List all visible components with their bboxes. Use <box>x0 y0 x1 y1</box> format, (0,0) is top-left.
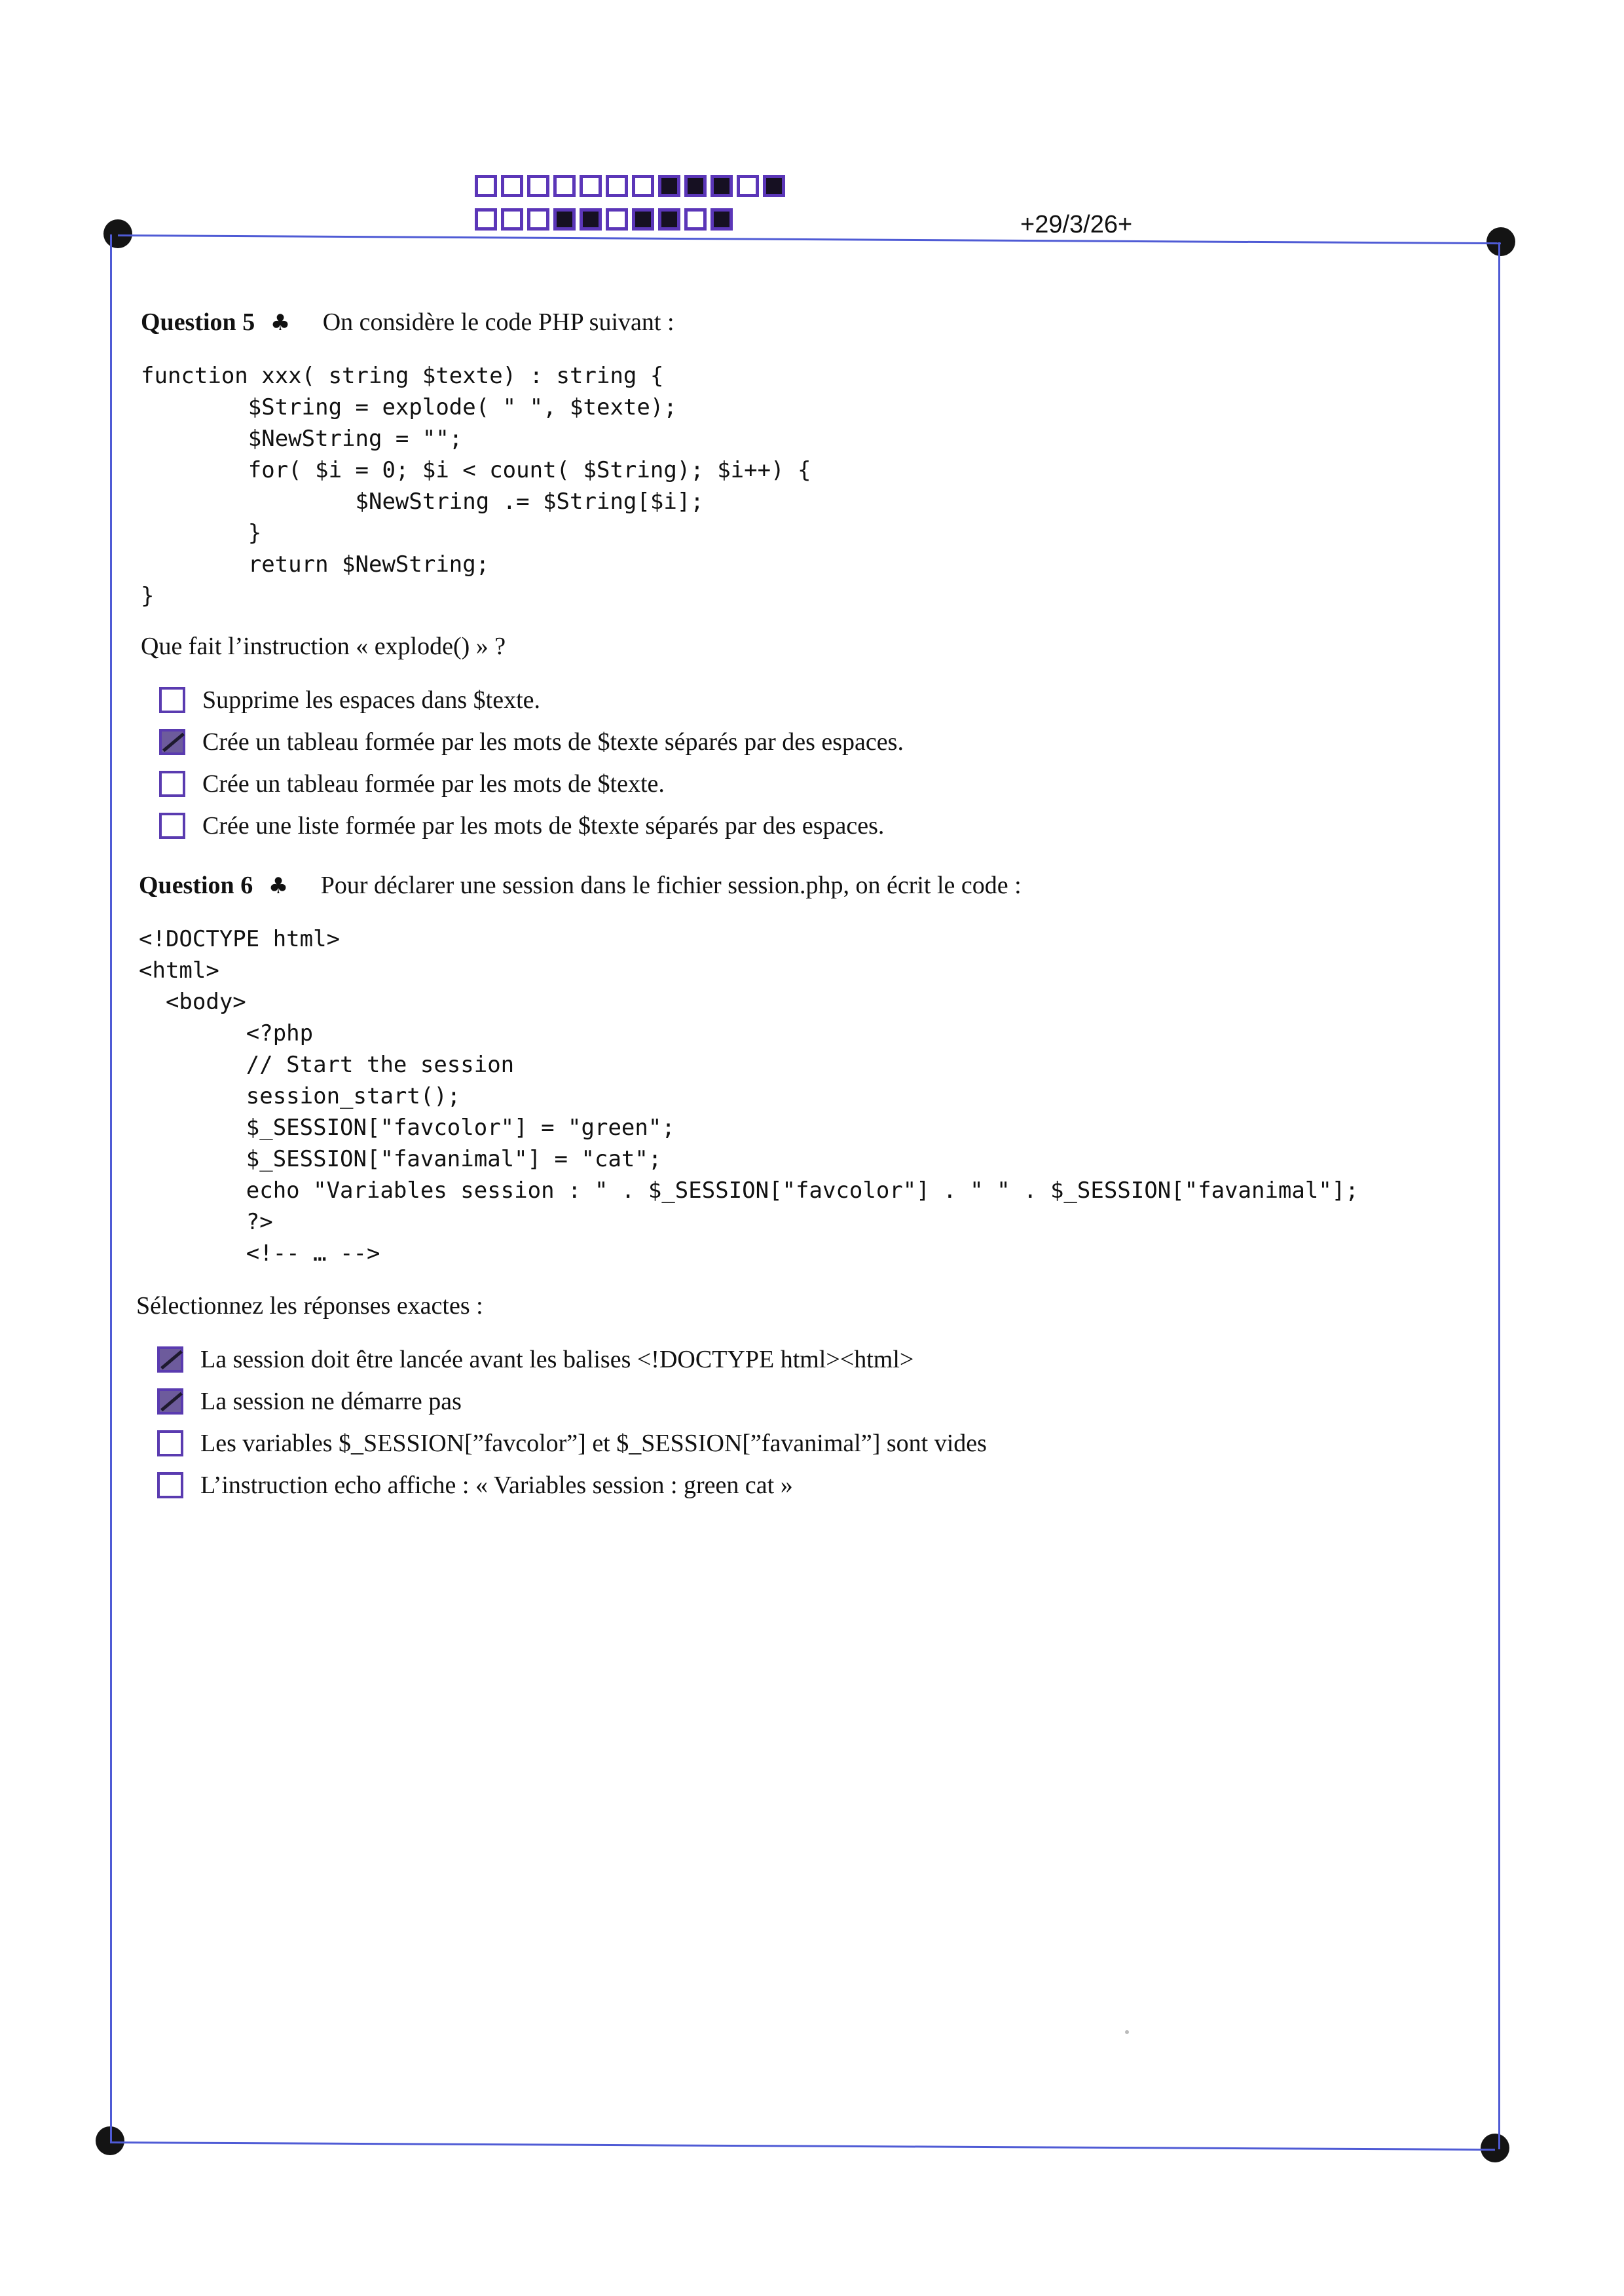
question-6-code: <!DOCTYPE html> <html> <body> <?php // Start the session session_start(); $_SESSION["favcolor"] = "green"; $_SESSION["favanimal"] = "cat"; echo "Variables session : " . $_SESSION["favcolor"] . " " . $_SESSION["favanimal"]; ?> <!-- … --> <box>139 926 1359 1267</box>
question-5-number: Question 5 <box>141 308 255 336</box>
barcode-cell <box>501 208 523 231</box>
barcode-cell <box>632 175 654 197</box>
question-6-text: Pour déclarer une session dans le fichier session.php, on écrit le code : <box>320 872 1022 899</box>
barcode-cell <box>737 175 759 197</box>
answer-label: Supprime les espaces dans $texte. <box>202 686 541 714</box>
checkbox[interactable] <box>159 771 185 797</box>
barcode-cell <box>684 208 707 231</box>
checkbox-checked[interactable] <box>157 1388 183 1415</box>
answer-option[interactable] <box>157 1422 987 1464</box>
barcode-cell <box>763 175 785 197</box>
question-5-prompt: Que fait l’instruction « explode() » ? <box>141 633 506 660</box>
barcode-cell <box>658 208 680 231</box>
barcode-cell <box>580 175 602 197</box>
answer-option[interactable] <box>157 1339 987 1380</box>
question-6-answers <box>157 1339 987 1506</box>
question-6-prompt: Sélectionnez les réponses exactes : <box>136 1292 483 1320</box>
barcode-cell <box>553 175 576 197</box>
barcode-cell <box>632 208 654 231</box>
answer-option[interactable] <box>159 679 904 721</box>
answer-label: Crée un tableau formée par les mots de $texte séparés par des espaces. <box>202 728 904 756</box>
barcode-row-1 <box>475 175 785 197</box>
frame-bottom-line <box>110 2141 1495 2151</box>
barcode-cell <box>501 175 523 197</box>
answer-option[interactable] <box>157 1380 987 1422</box>
barcode-cell <box>606 208 628 231</box>
question-5-header <box>141 308 674 337</box>
barcode-cell <box>580 208 602 231</box>
answer-label: L’instruction echo affiche : « Variables session : green cat » <box>200 1472 793 1499</box>
barcode-cell <box>710 208 733 231</box>
scan-speck <box>1125 2030 1129 2034</box>
frame-right-line <box>1498 242 1500 2149</box>
barcode-cell <box>606 175 628 197</box>
barcode-row-2 <box>475 208 733 231</box>
barcode-cell <box>553 208 576 231</box>
checkbox[interactable] <box>157 1472 183 1498</box>
barcode-cell <box>684 175 707 197</box>
answer-label: La session ne démarre pas <box>200 1388 462 1415</box>
barcode-cell <box>475 175 497 197</box>
answer-label: Crée un tableau formée par les mots de $texte. <box>202 770 665 798</box>
answer-label: Crée une liste formée par les mots de $texte séparés par des espaces. <box>202 812 885 840</box>
question-5-answers <box>159 679 904 847</box>
question-5-text: On considère le code PHP suivant : <box>322 308 674 336</box>
answer-label: Les variables $_SESSION[”favcolor”] et $_SESSION[”favanimal”] sont vides <box>200 1430 987 1457</box>
registration-mark-top-right <box>1486 227 1515 256</box>
page-id: +29/3/26+ <box>1020 211 1133 238</box>
question-6-number: Question 6 <box>139 872 253 899</box>
barcode-cell <box>475 208 497 231</box>
checkbox-checked[interactable] <box>159 729 185 755</box>
checkbox[interactable] <box>157 1430 183 1456</box>
barcode-cell <box>710 175 733 197</box>
club-suit-icon: ♣ <box>268 873 289 899</box>
answer-option[interactable] <box>159 805 904 847</box>
barcode-cell <box>658 175 680 197</box>
frame-left-line <box>110 234 112 2141</box>
question-5-code: function xxx( string $texte) : string { $String = explode( " ", $texte); $NewString = ""; for( $i = 0; $i < count( $String); $i++) { $NewString .= $String[$i]; } return $NewString; } <box>141 363 811 609</box>
barcode-cell <box>527 208 549 231</box>
answer-option[interactable] <box>159 763 904 805</box>
answer-option[interactable] <box>159 721 904 763</box>
question-6-header <box>139 871 1022 900</box>
checkbox[interactable] <box>159 687 185 713</box>
checkbox[interactable] <box>159 813 185 839</box>
answer-option[interactable] <box>157 1464 987 1506</box>
barcode-cell <box>527 175 549 197</box>
frame-top-line <box>118 234 1501 244</box>
answer-label: La session doit être lancée avant les balises <!DOCTYPE html><html> <box>200 1346 914 1373</box>
club-suit-icon: ♣ <box>270 310 291 336</box>
checkbox-checked[interactable] <box>157 1346 183 1373</box>
